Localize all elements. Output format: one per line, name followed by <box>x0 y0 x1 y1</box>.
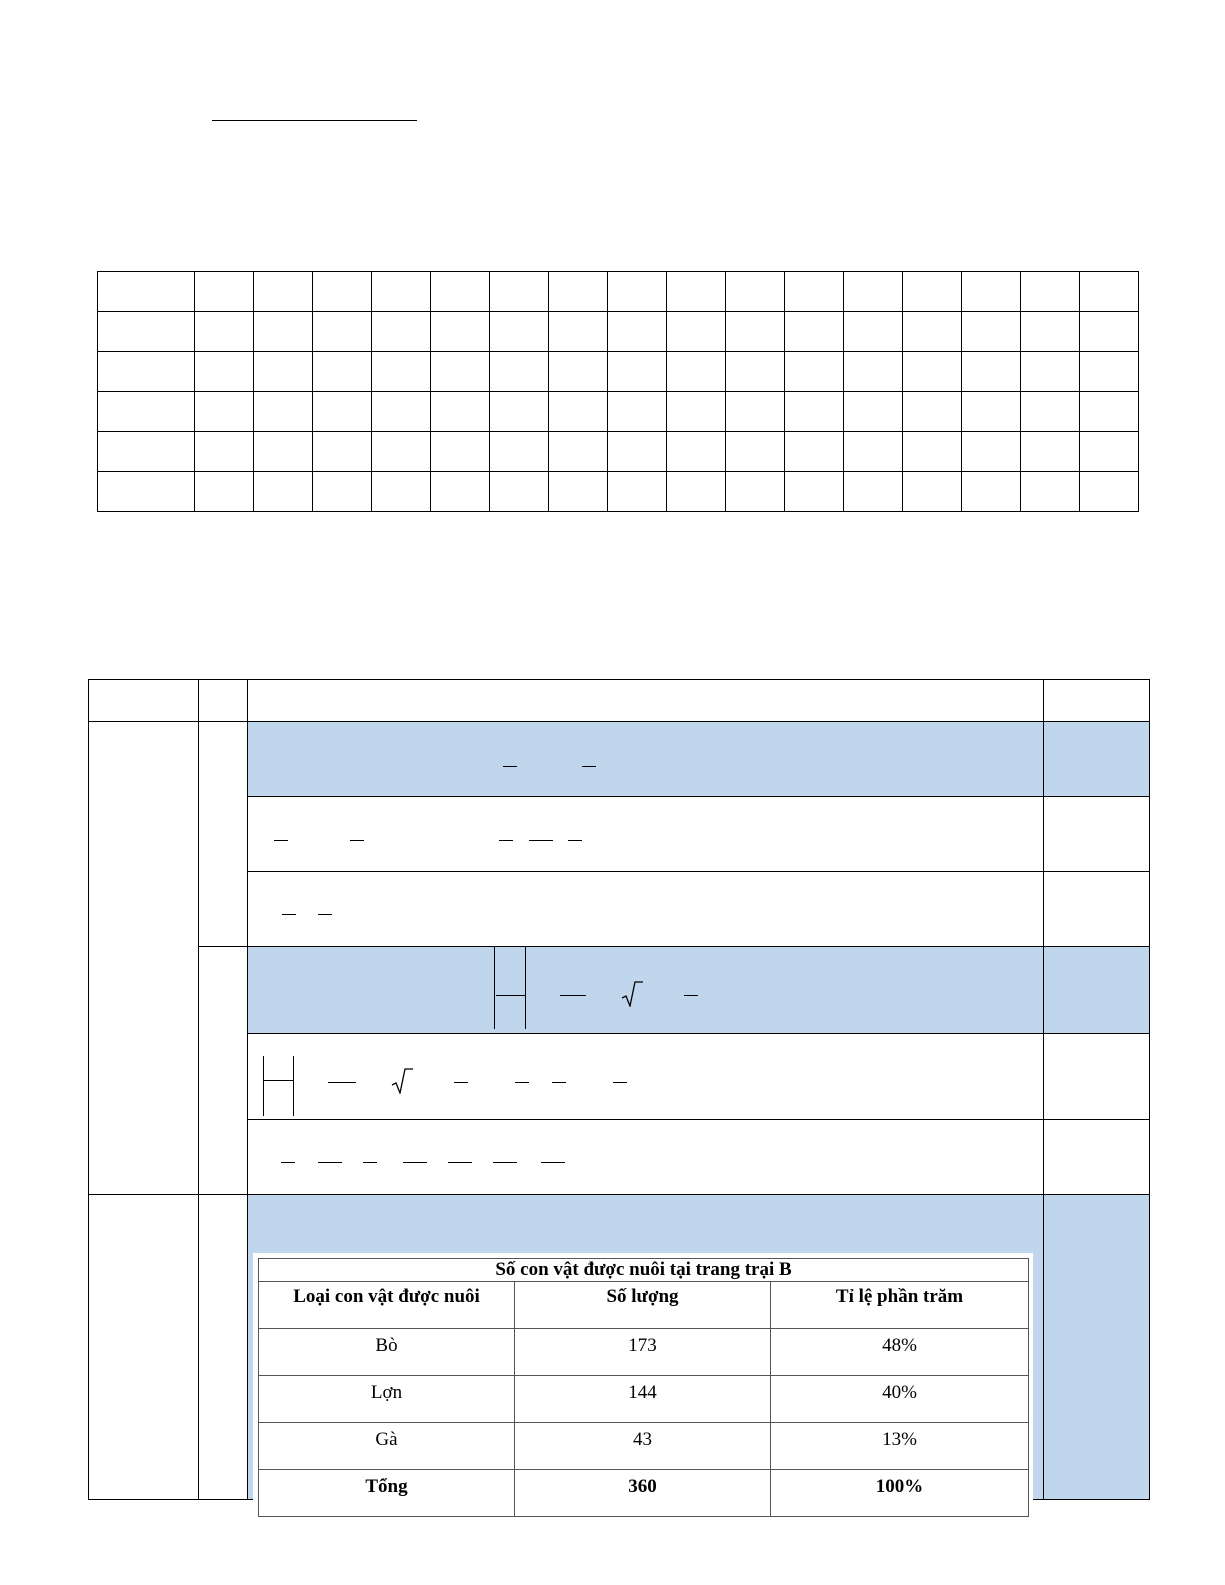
grid-cell <box>608 352 667 392</box>
animal-type: Lợn <box>259 1376 515 1423</box>
grid-cell <box>490 272 549 312</box>
grid-cell <box>254 272 313 312</box>
grid-row <box>98 312 1139 352</box>
total-row <box>259 1470 1029 1517</box>
grid-cell <box>431 272 490 312</box>
grid-cell <box>844 272 903 312</box>
grid-row <box>98 472 1139 512</box>
score-cell <box>1044 947 1150 1034</box>
grid-label-cell <box>98 272 195 312</box>
grid-cell <box>903 392 962 432</box>
grid-cell <box>844 472 903 512</box>
grid-row <box>98 352 1139 392</box>
part-cell-b <box>199 947 248 1195</box>
answer-grid <box>97 271 1139 512</box>
grid-cell <box>962 272 1021 312</box>
grid-cell <box>549 312 608 352</box>
grid-label-cell <box>98 472 195 512</box>
solution-table <box>88 679 1150 1500</box>
grid-cell <box>1080 472 1139 512</box>
grid-cell <box>726 352 785 392</box>
solution-row <box>89 1120 1150 1195</box>
solution-header-row <box>89 680 1150 722</box>
grid-cell <box>785 432 844 472</box>
grid-cell <box>903 272 962 312</box>
problem-statement-a <box>248 722 1044 797</box>
score-cell <box>1044 797 1150 872</box>
solution-row <box>89 722 1150 797</box>
total-label: Tổng <box>259 1470 515 1517</box>
problem-statement-c <box>248 1195 1044 1500</box>
part-cell-a <box>199 722 248 947</box>
grid-cell <box>372 432 431 472</box>
grid-cell <box>372 352 431 392</box>
grid-cell <box>313 472 372 512</box>
column-header: Loại con vật được nuôi <box>259 1282 515 1329</box>
grid-cell <box>1080 272 1139 312</box>
grid-cell <box>608 472 667 512</box>
grid-cell <box>962 472 1021 512</box>
table-row <box>259 1423 1029 1470</box>
grid-cell <box>490 432 549 472</box>
part-cell-c <box>199 1195 248 1500</box>
sqrt-icon <box>621 981 643 1007</box>
grid-cell <box>962 352 1021 392</box>
grid-cell <box>608 392 667 432</box>
grid-cell <box>962 432 1021 472</box>
grid-cell <box>726 312 785 352</box>
question-cell-2 <box>89 1195 199 1500</box>
grid-cell <box>490 472 549 512</box>
header-underline <box>212 120 417 121</box>
grid-cell <box>254 472 313 512</box>
farm-table-wrapper <box>253 1253 1033 1508</box>
grid-cell <box>608 432 667 472</box>
grid-cell <box>667 392 726 432</box>
grid-cell <box>785 272 844 312</box>
score-cell <box>1044 1195 1150 1500</box>
grid-cell <box>1021 272 1080 312</box>
grid-cell <box>726 472 785 512</box>
grid-cell <box>785 392 844 432</box>
animal-percent: 13% <box>771 1423 1029 1470</box>
solution-row <box>89 797 1150 872</box>
grid-cell <box>608 272 667 312</box>
farm-table-header <box>259 1282 1029 1329</box>
table-row <box>259 1329 1029 1376</box>
total-count: 360 <box>515 1470 771 1517</box>
grid-cell <box>785 352 844 392</box>
solution-row <box>89 1195 1150 1500</box>
grid-cell <box>844 392 903 432</box>
solution-step <box>248 1034 1044 1120</box>
grid-cell <box>903 352 962 392</box>
grid-cell <box>254 392 313 432</box>
grid-label-cell <box>98 352 195 392</box>
grid-cell <box>726 392 785 432</box>
grid-cell <box>549 352 608 392</box>
grid-row <box>98 272 1139 312</box>
total-percent: 100% <box>771 1470 1029 1517</box>
grid-cell <box>903 432 962 472</box>
grid-cell <box>844 432 903 472</box>
grid-cell <box>1021 352 1080 392</box>
sqrt-icon <box>391 1068 413 1094</box>
grid-cell <box>1021 312 1080 352</box>
grid-cell <box>844 352 903 392</box>
grid-cell <box>313 312 372 352</box>
animal-count: 144 <box>515 1376 771 1423</box>
grid-cell <box>195 352 254 392</box>
grid-cell <box>549 392 608 432</box>
grid-cell <box>195 432 254 472</box>
grid-cell <box>903 312 962 352</box>
animal-percent: 40% <box>771 1376 1029 1423</box>
grid-cell <box>490 392 549 432</box>
grid-cell <box>667 272 726 312</box>
grid-cell <box>195 472 254 512</box>
column-header: Tỉ lệ phần trăm <box>771 1282 1029 1329</box>
grid-cell <box>254 432 313 472</box>
farm-table-title: Số con vật được nuôi tại trang trại B <box>259 1259 1029 1282</box>
grid-cell <box>549 432 608 472</box>
grid-cell <box>1021 432 1080 472</box>
column-header: Số lượng <box>515 1282 771 1329</box>
solution-step <box>248 797 1044 872</box>
grid-cell <box>195 272 254 312</box>
grid-cell <box>667 472 726 512</box>
question-cell-1 <box>89 722 199 1195</box>
grid-cell <box>844 312 903 352</box>
grid-cell <box>313 432 372 472</box>
score-cell <box>1044 722 1150 797</box>
grid-cell <box>667 312 726 352</box>
grid-cell <box>372 312 431 352</box>
grid-label-cell <box>98 432 195 472</box>
grid-cell <box>1080 392 1139 432</box>
grid-cell <box>962 312 1021 352</box>
grid-cell <box>726 432 785 472</box>
grid-cell <box>667 432 726 472</box>
grid-cell <box>726 272 785 312</box>
solution-row <box>89 947 1150 1034</box>
grid-cell <box>372 472 431 512</box>
grid-cell <box>254 352 313 392</box>
solution-step <box>248 872 1044 947</box>
farm-table <box>258 1258 1029 1517</box>
grid-cell <box>903 472 962 512</box>
solution-row <box>89 872 1150 947</box>
animal-count: 43 <box>515 1423 771 1470</box>
grid-cell <box>431 352 490 392</box>
grid-cell <box>490 312 549 352</box>
grid-cell <box>372 272 431 312</box>
grid-cell <box>431 432 490 472</box>
grid-cell <box>1080 312 1139 352</box>
grid-cell <box>313 352 372 392</box>
solution-row <box>89 1034 1150 1120</box>
score-cell <box>1044 872 1150 947</box>
table-row <box>259 1376 1029 1423</box>
grid-cell <box>608 312 667 352</box>
grid-cell <box>1021 472 1080 512</box>
grid-cell <box>313 272 372 312</box>
grid-cell <box>1080 352 1139 392</box>
animal-count: 173 <box>515 1329 771 1376</box>
grid-cell <box>313 392 372 432</box>
grid-cell <box>549 472 608 512</box>
grid-cell <box>431 312 490 352</box>
grid-cell <box>431 392 490 432</box>
grid-cell <box>962 392 1021 432</box>
grid-cell <box>785 472 844 512</box>
animal-type: Bò <box>259 1329 515 1376</box>
animal-type: Gà <box>259 1423 515 1470</box>
score-cell <box>1044 1034 1150 1120</box>
grid-cell <box>431 472 490 512</box>
grid-cell <box>667 352 726 392</box>
grid-label-cell <box>98 312 195 352</box>
grid-cell <box>254 312 313 352</box>
grid-cell <box>490 352 549 392</box>
solution-step <box>248 1120 1044 1195</box>
grid-row <box>98 432 1139 472</box>
grid-cell <box>1021 392 1080 432</box>
grid-cell <box>549 272 608 312</box>
grid-cell <box>1080 432 1139 472</box>
grid-label-cell <box>98 392 195 432</box>
grid-cell <box>372 392 431 432</box>
grid-row <box>98 392 1139 432</box>
grid-cell <box>195 312 254 352</box>
score-cell <box>1044 1120 1150 1195</box>
problem-statement-b <box>248 947 1044 1034</box>
grid-cell <box>195 392 254 432</box>
grid-cell <box>785 312 844 352</box>
animal-percent: 48% <box>771 1329 1029 1376</box>
